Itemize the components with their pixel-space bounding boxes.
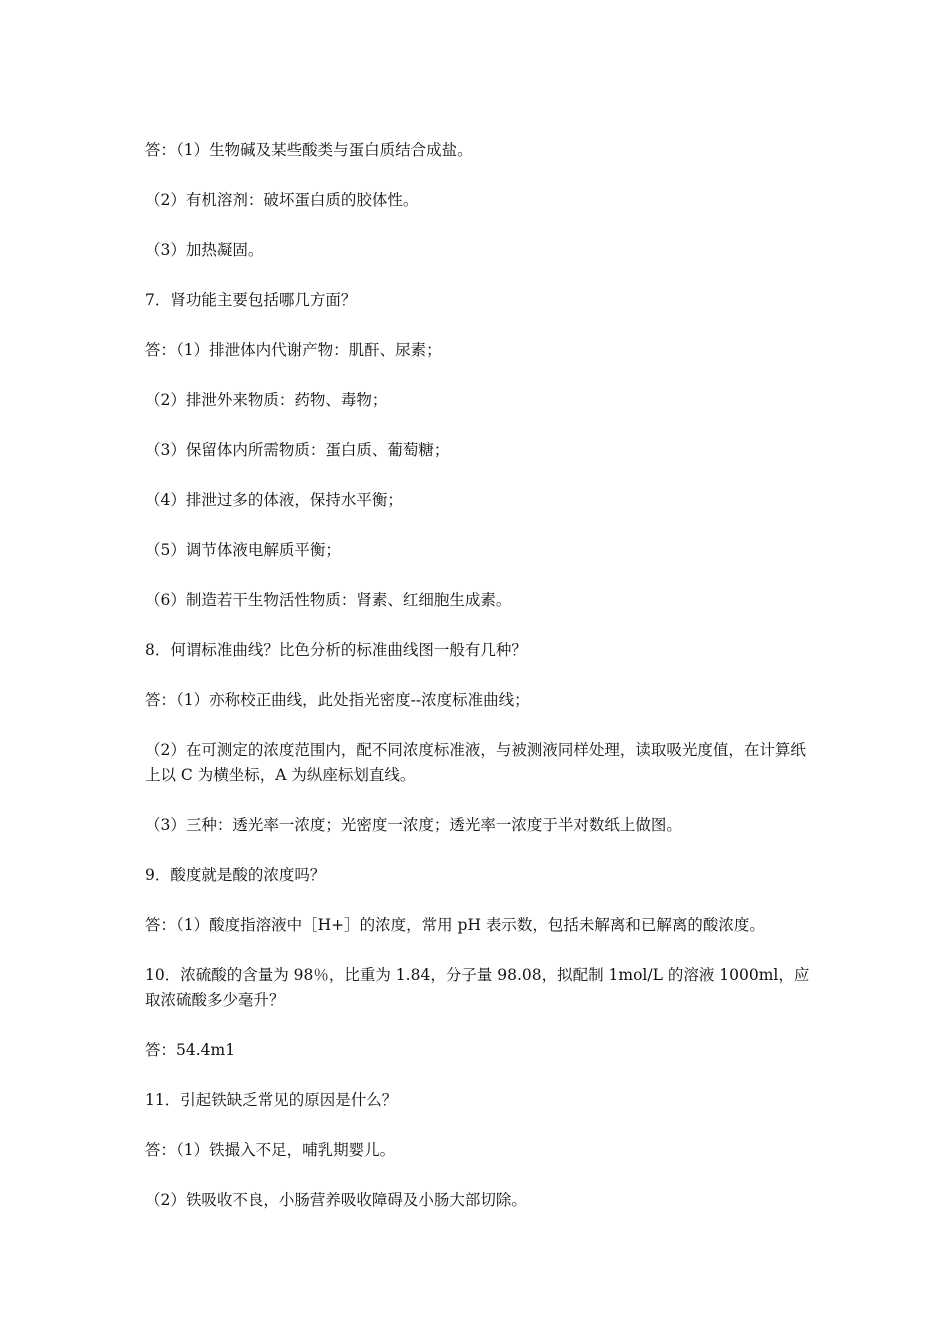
paragraph-answer-8-1: 答：（1）亦称校正曲线，此处指光密度--浓度标准曲线； <box>145 691 530 709</box>
paragraph-answer-7-1: 答：（1）排泄体内代谢产物：肌酐、尿素； <box>145 341 442 359</box>
question-10: 10．浓硫酸的含量为 98％，比重为 1.84，分子量 98.08，拟配制 1mol/L 的溶液 1000ml，应取浓硫酸多少毫升？ <box>145 966 810 1009</box>
paragraph-answer-7-4: （4）排泄过多的体液，保持水平衡； <box>145 491 403 509</box>
document-body <box>145 138 810 1213</box>
question-8: 8．何谓标准曲线？比色分析的标准曲线图一般有几种？ <box>145 641 527 659</box>
paragraph-answer-8-3: （3）三种：透光率一浓度；光密度一浓度；透光率一浓度于半对数纸上做图。 <box>145 816 682 834</box>
paragraph-answer-7-6: （6）制造若干生物活性物质：肾素、红细胞生成素。 <box>145 591 512 609</box>
paragraph-answer-6-1: 答：（1）生物碱及某些酸类与蛋白质结合成盐。 <box>145 141 473 159</box>
paragraph-answer-11-1: 答：（1）铁撮入不足，哺乳期婴儿。 <box>145 1141 396 1159</box>
question-9: 9．酸度就是酸的浓度吗？ <box>145 866 326 884</box>
paragraph-answer-6-2: （2）有机溶剂：破坏蛋白质的胶体性。 <box>145 191 419 209</box>
paragraph-answer-10: 答：54.4m1 <box>145 1041 236 1059</box>
question-11: 11．引起铁缺乏常见的原因是什么？ <box>145 1091 398 1109</box>
paragraph-answer-7-3: （3）保留体内所需物质：蛋白质、葡萄糖； <box>145 441 450 459</box>
paragraph-answer-6-3: （3）加热凝固。 <box>145 241 264 259</box>
paragraph-answer-9-1: 答：（1）酸度指溶液中［H+］的浓度，常用 pH 表示数，包括未解离和已解离的酸浓度。 <box>145 916 765 934</box>
paragraph-answer-7-5: （5）调节体液电解质平衡； <box>145 541 341 559</box>
question-7: 7．肾功能主要包括哪几方面？ <box>145 291 357 309</box>
paragraph-answer-8-2: （2）在可测定的浓度范围内，配不同浓度标准液，与被测液同样处理，读取吸光度值，在计算纸上以 C 为横坐标，A 为纵座标划直线。 <box>145 741 806 784</box>
paragraph-answer-11-2: （2）铁吸收不良，小肠营养吸收障碍及小肠大部切除。 <box>145 1191 527 1209</box>
paragraph-answer-7-2: （2）排泄外来物质：药物、毒物； <box>145 391 388 409</box>
